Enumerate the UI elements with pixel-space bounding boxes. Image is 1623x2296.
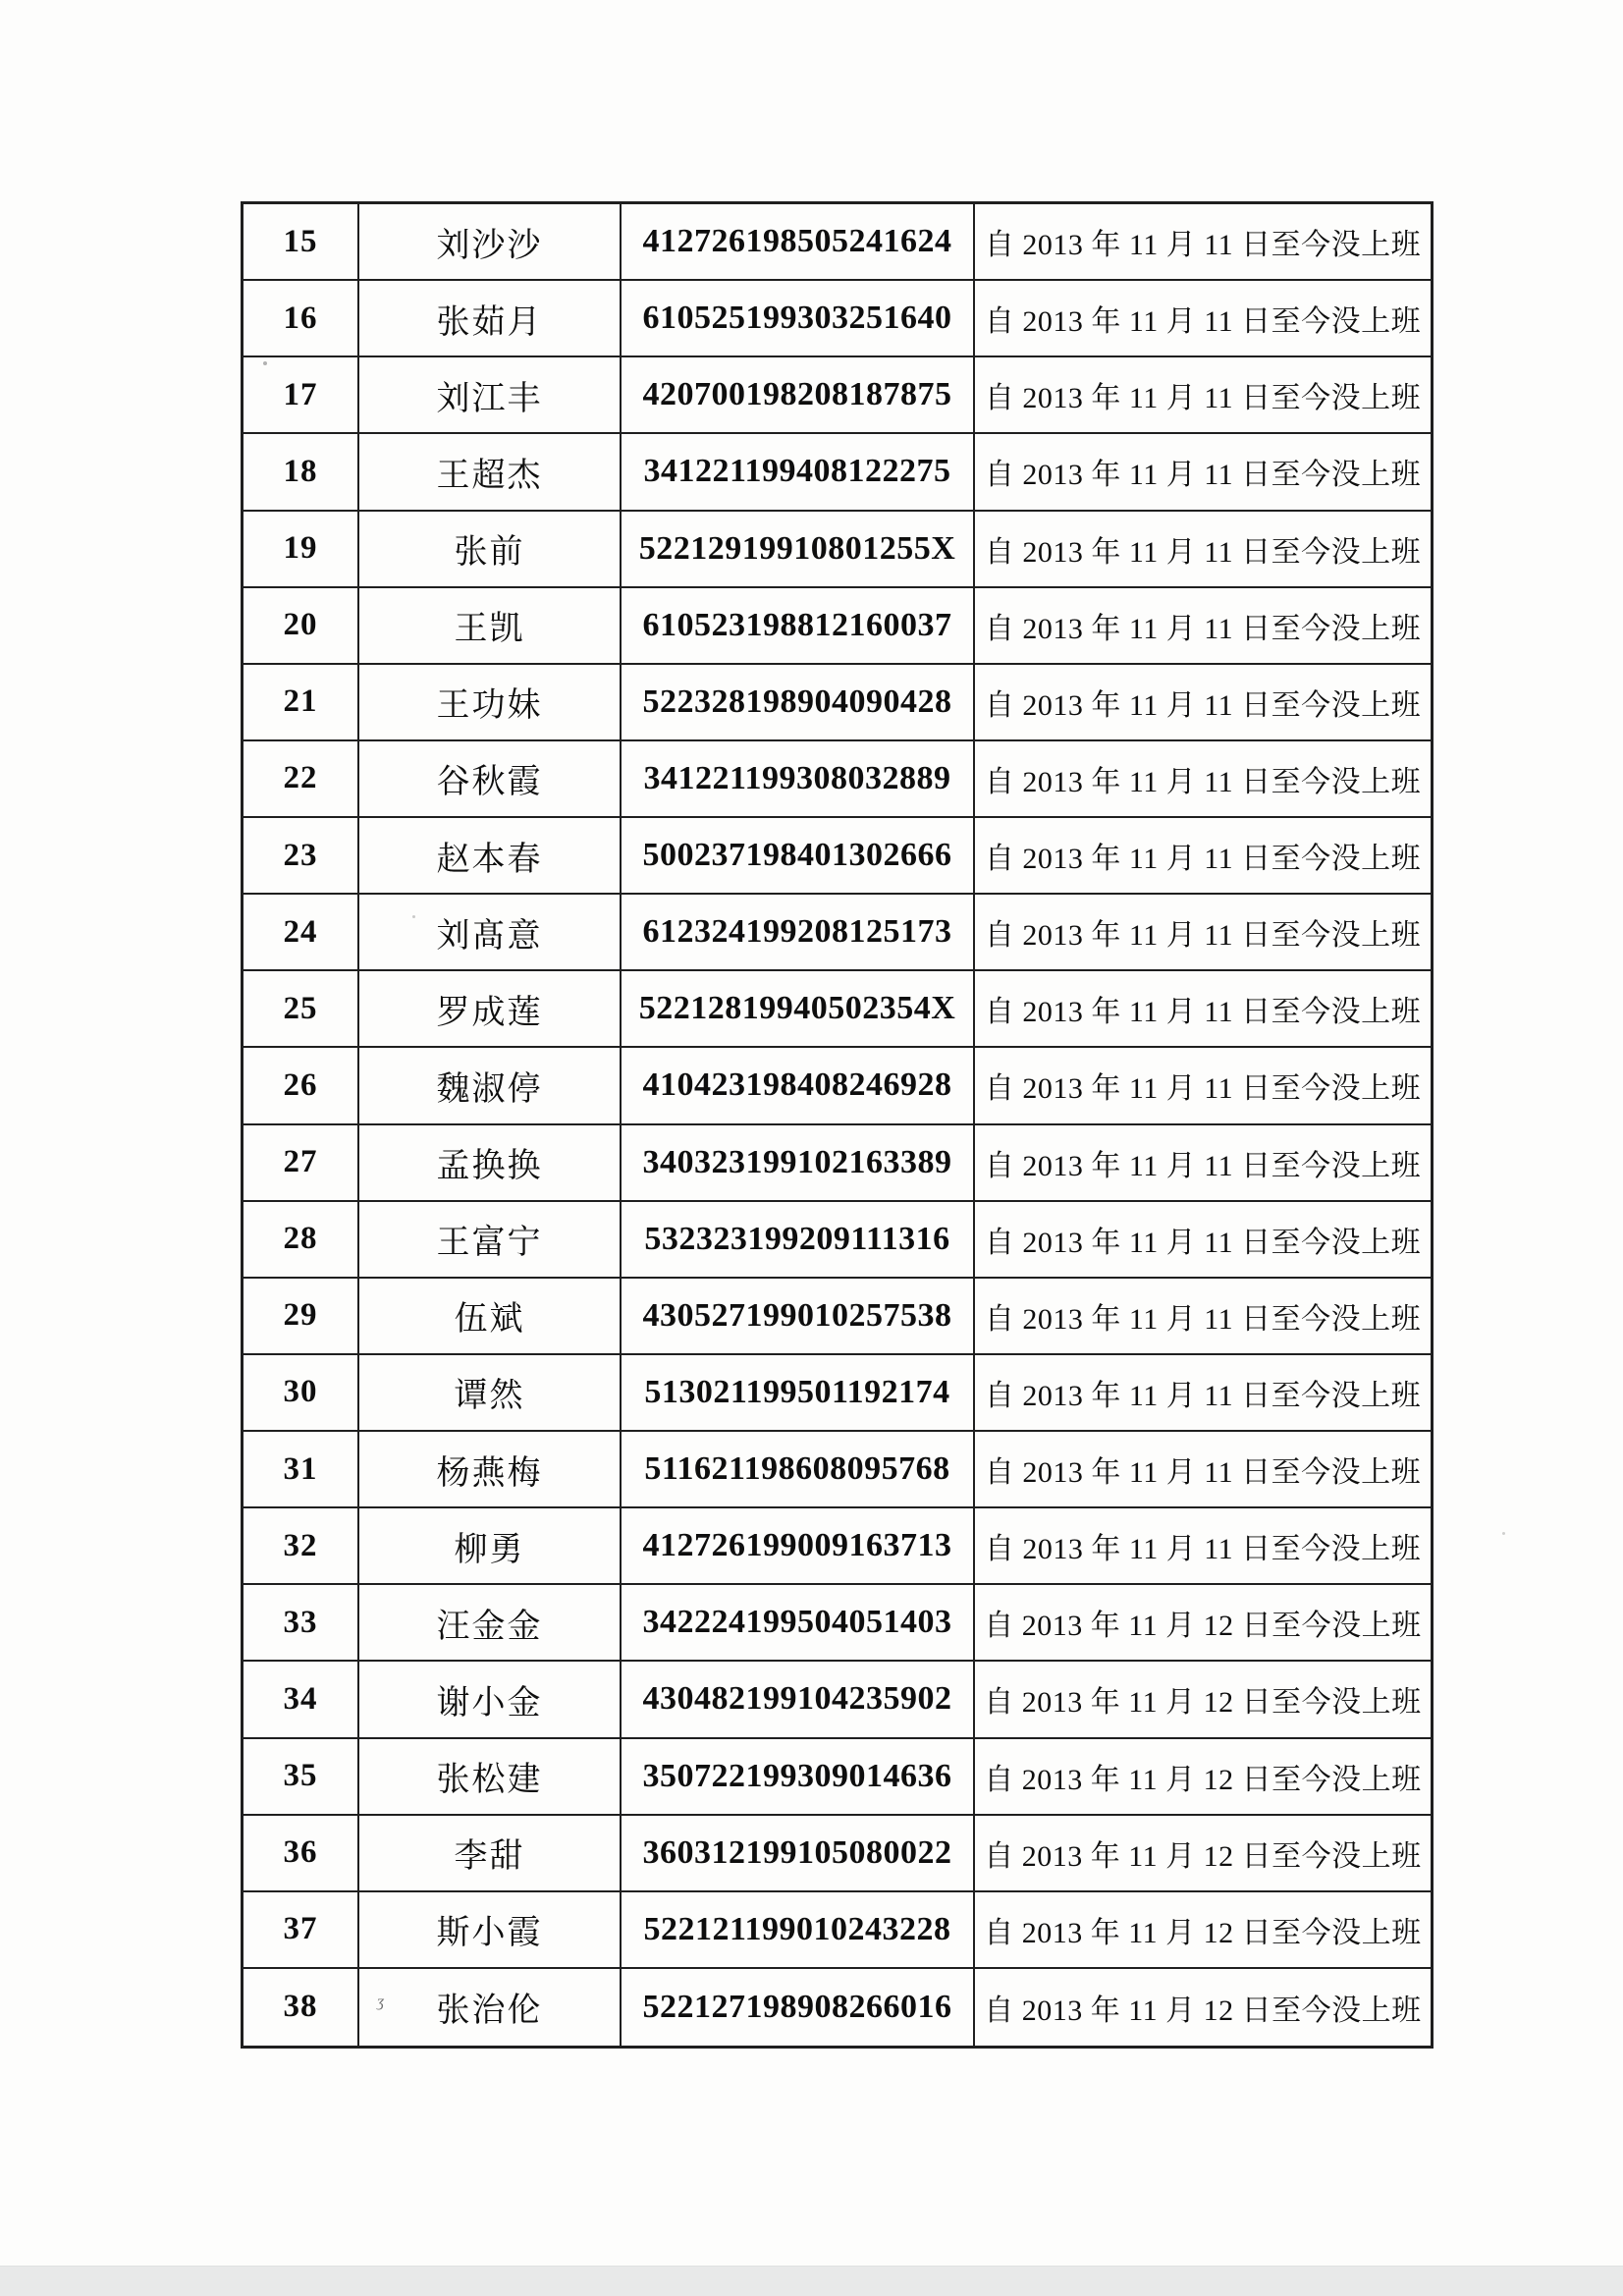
employee-name-cell: 王凯 — [359, 588, 622, 665]
scan-edge-strip — [0, 2266, 1623, 2296]
row-number-cell: 36 — [243, 1816, 359, 1892]
id-number-cell: 412726198505241624 — [622, 204, 975, 281]
absence-status-cell: 自 2013 年 11 月 11 日至今没上班 — [975, 741, 1431, 818]
row-number-cell: 19 — [243, 512, 359, 588]
absence-status-cell: 自 2013 年 11 月 11 日至今没上班 — [975, 512, 1431, 588]
table-row — [243, 741, 1431, 818]
table-row — [243, 1355, 1431, 1432]
id-number-cell: 52212919910801255X — [622, 512, 975, 588]
employee-name-cell: 王功妹 — [359, 665, 622, 741]
employee-name-cell: 赵本春 — [359, 818, 622, 895]
row-number-cell: 28 — [243, 1202, 359, 1279]
table-row — [243, 1508, 1431, 1585]
row-number-cell: 30 — [243, 1355, 359, 1432]
employee-name-cell: 刘江丰 — [359, 357, 622, 434]
id-number-cell: 513021199501192174 — [622, 1355, 975, 1432]
absence-status-cell: 自 2013 年 11 月 11 日至今没上班 — [975, 281, 1431, 357]
employee-name-cell: 刘髙意 — [359, 895, 622, 971]
id-number-cell: 522328198904090428 — [622, 665, 975, 741]
employee-name-cell: 王富宁 — [359, 1202, 622, 1279]
id-number-cell: 612324199208125173 — [622, 895, 975, 971]
employee-name-cell: 谢小金 — [359, 1662, 622, 1738]
table-row — [243, 1892, 1431, 1969]
employee-name-cell: 张治伦 — [359, 1969, 622, 2046]
row-number-cell: 31 — [243, 1432, 359, 1508]
employee-name-cell: 谭然 — [359, 1355, 622, 1432]
row-number-cell: 26 — [243, 1048, 359, 1124]
employee-name-cell: 魏淑停 — [359, 1048, 622, 1124]
table-row — [243, 588, 1431, 665]
id-number-cell: 412726199009163713 — [622, 1508, 975, 1585]
row-number-cell: 27 — [243, 1125, 359, 1202]
row-number-cell: 29 — [243, 1279, 359, 1355]
id-number-cell: 340323199102163389 — [622, 1125, 975, 1202]
absence-status-cell: 自 2013 年 11 月 11 日至今没上班 — [975, 434, 1431, 511]
absence-status-cell: 自 2013 年 11 月 11 日至今没上班 — [975, 1279, 1431, 1355]
table-row — [243, 434, 1431, 511]
absence-status-cell: 自 2013 年 11 月 11 日至今没上班 — [975, 665, 1431, 741]
employee-name-cell: 谷秋霞 — [359, 741, 622, 818]
id-number-cell: 522121199010243228 — [622, 1892, 975, 1969]
row-number-cell: 23 — [243, 818, 359, 895]
row-number-cell: 32 — [243, 1508, 359, 1585]
absence-status-cell: 自 2013 年 11 月 12 日至今没上班 — [975, 1585, 1431, 1662]
id-number-cell: 420700198208187875 — [622, 357, 975, 434]
id-number-cell: 430482199104235902 — [622, 1662, 975, 1738]
absence-status-cell: 自 2013 年 11 月 11 日至今没上班 — [975, 204, 1431, 281]
absence-status-cell: 自 2013 年 11 月 11 日至今没上班 — [975, 1508, 1431, 1585]
table-row — [243, 1048, 1431, 1124]
absence-status-cell: 自 2013 年 11 月 12 日至今没上班 — [975, 1816, 1431, 1892]
absence-status-cell: 自 2013 年 11 月 12 日至今没上班 — [975, 1892, 1431, 1969]
id-number-cell: 410423198408246928 — [622, 1048, 975, 1124]
row-number-cell: 37 — [243, 1892, 359, 1969]
table-row — [243, 1969, 1431, 2046]
id-number-cell: 511621198608095768 — [622, 1432, 975, 1508]
table-row — [243, 1202, 1431, 1279]
table-row — [243, 1739, 1431, 1816]
row-number-cell: 25 — [243, 971, 359, 1048]
employee-name-cell: 汪金金 — [359, 1585, 622, 1662]
employee-name-cell: 孟换换 — [359, 1125, 622, 1202]
employee-name-cell: 杨燕梅 — [359, 1432, 622, 1508]
absence-status-cell: 自 2013 年 11 月 11 日至今没上班 — [975, 357, 1431, 434]
employee-name-cell: 张前 — [359, 512, 622, 588]
id-number-cell: 522127198908266016 — [622, 1969, 975, 2046]
id-number-cell: 350722199309014636 — [622, 1739, 975, 1816]
row-number-cell: 35 — [243, 1739, 359, 1816]
table-row — [243, 1662, 1431, 1738]
table-row — [243, 1816, 1431, 1892]
employee-name-cell: 张茹月 — [359, 281, 622, 357]
employee-name-cell: 伍斌 — [359, 1279, 622, 1355]
absence-status-cell: 自 2013 年 11 月 12 日至今没上班 — [984, 1994, 1422, 2027]
row-number-cell: 15 — [243, 204, 359, 281]
scan-speck — [412, 915, 415, 918]
id-number-cell: 341221199408122275 — [622, 434, 975, 511]
table-row — [243, 1279, 1431, 1355]
row-number-cell: 17 — [243, 357, 359, 434]
absence-status-cell: 自 2013 年 11 月 11 日至今没上班 — [975, 971, 1431, 1048]
table-row — [243, 512, 1431, 588]
absence-status-cell: 自 2013 年 11 月 11 日至今没上班 — [975, 1048, 1431, 1124]
absence-status-cell: 自 2013 年 11 月 11 日至今没上班 — [975, 588, 1431, 665]
absence-status-cell: 自 2013 年 11 月 12 日至今没上班 — [975, 1739, 1431, 1816]
row-number-cell: 16 — [243, 281, 359, 357]
table-row — [243, 895, 1431, 971]
absence-status-cell: 自 2013 年 11 月 11 日至今没上班 — [975, 818, 1431, 895]
row-number-cell: 34 — [243, 1662, 359, 1738]
row-number-cell: 21 — [243, 665, 359, 741]
table-row — [243, 1585, 1431, 1662]
absence-status-cell: 自 2013 年 11 月 11 日至今没上班 — [975, 1202, 1431, 1279]
employee-name-cell: 王超杰 — [359, 434, 622, 511]
row-number-cell: 20 — [243, 588, 359, 665]
employee-name-cell: 张松建 — [359, 1739, 622, 1816]
employee-name-cell: 刘沙沙 — [359, 204, 622, 281]
employee-name-cell: 柳勇 — [359, 1508, 622, 1585]
table-row — [243, 818, 1431, 895]
row-number-cell: 18 — [243, 434, 359, 511]
row-number-cell: 24 — [243, 895, 359, 971]
id-number-cell: 360312199105080022 — [622, 1816, 975, 1892]
scan-mark: ʒ — [377, 1994, 385, 2010]
row-number-cell: 38 — [243, 1969, 359, 2046]
employee-name-cell: 李甜 — [359, 1816, 622, 1892]
id-number-cell: 430527199010257538 — [622, 1279, 975, 1355]
employee-name-cell: 斯小霞 — [359, 1892, 622, 1969]
scan-speck — [1502, 1532, 1505, 1535]
absence-roster-table — [241, 201, 1434, 2049]
table-row — [243, 357, 1431, 434]
scan-speck — [263, 361, 267, 365]
table-row — [243, 665, 1431, 741]
absence-status-cell: 自 2013 年 11 月 11 日至今没上班 — [975, 1432, 1431, 1508]
row-number-cell: 22 — [243, 741, 359, 818]
table-row — [243, 1432, 1431, 1508]
id-number-cell: 341221199308032889 — [622, 741, 975, 818]
employee-name-cell: 罗成莲 — [359, 971, 622, 1048]
absence-status-cell: 自 2013 年 11 月 12 日至今没上班 — [975, 1662, 1431, 1738]
id-number-cell: 500237198401302666 — [622, 818, 975, 895]
table-row — [243, 971, 1431, 1048]
absence-status-cell: 自 2013 年 11 月 11 日至今没上班 — [975, 1125, 1431, 1202]
id-number-cell: 610523198812160037 — [622, 588, 975, 665]
table-row — [243, 1125, 1431, 1202]
id-number-cell: 342224199504051403 — [622, 1585, 975, 1662]
table-row — [243, 281, 1431, 357]
absence-status-cell: 自 2013 年 11 月 11 日至今没上班 — [975, 1355, 1431, 1432]
row-number-cell: 33 — [243, 1585, 359, 1662]
table-row — [243, 204, 1431, 281]
id-number-cell: 610525199303251640 — [622, 281, 975, 357]
id-number-cell: 52212819940502354X — [622, 971, 975, 1048]
absence-status-cell: 自 2013 年 11 月 11 日至今没上班 — [975, 895, 1431, 971]
id-number-cell: 532323199209111316 — [622, 1202, 975, 1279]
